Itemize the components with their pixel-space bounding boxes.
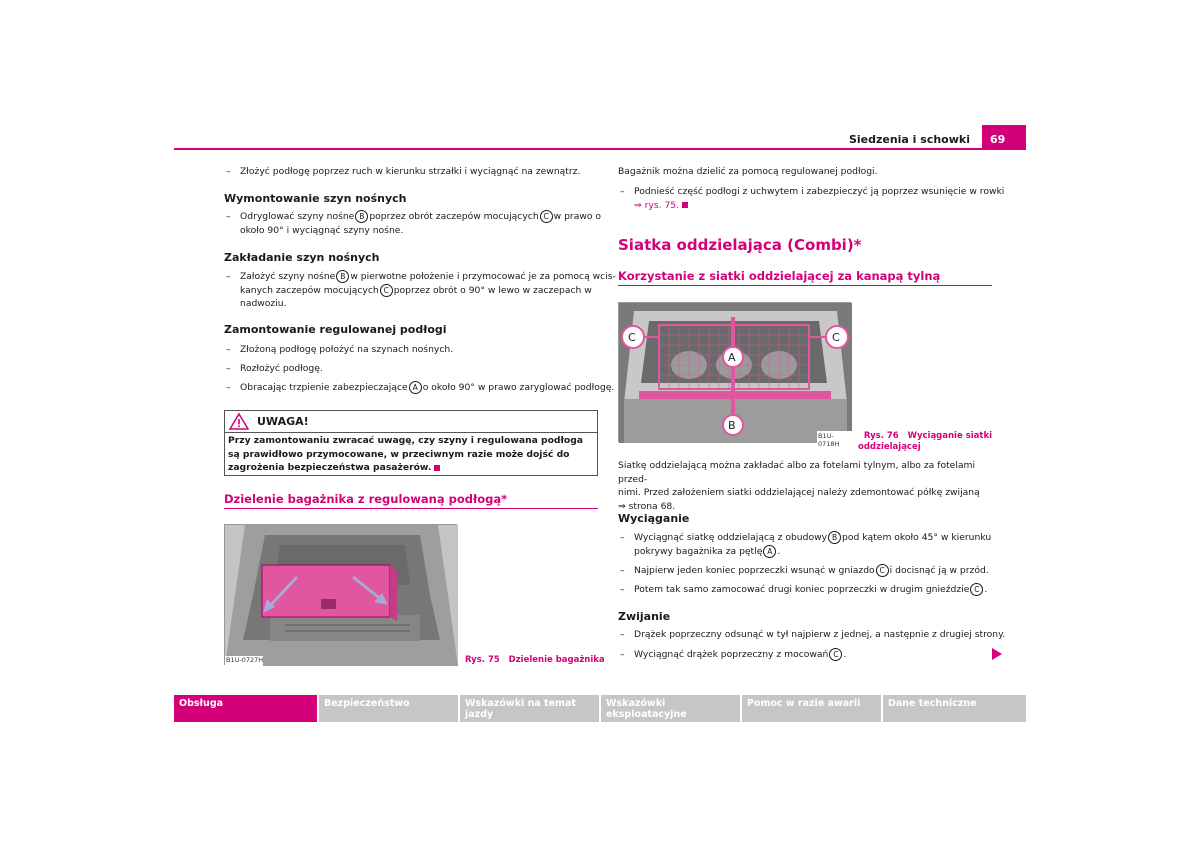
next-page-arrow-icon[interactable]	[992, 648, 1002, 660]
tab-wskazowki-eksploatacyjne[interactable]: Wskazówki eksploatacyjne	[601, 695, 740, 722]
callout-b: B	[355, 210, 368, 223]
warning-title: UWAGA!	[257, 415, 309, 428]
callout-c: C	[380, 284, 393, 297]
list-item: – Najpierw jeden koniec poprzeczki wsunąć w gniazdo C i docisnąć ją w przód.	[620, 565, 989, 576]
figure-caption: Rys. 76 Wyciąganie siatki oddzielającej	[858, 431, 993, 452]
callout-b: B	[828, 531, 841, 544]
section-heading: Wymontowanie szyn nośnych	[224, 192, 407, 205]
tab-bezpieczenstwo[interactable]: Bezpieczeństwo	[319, 695, 458, 722]
paragraph: Siatkę oddzielającą można zakładać albo za fotelami tylnym, albo za fotelami przed- nimi. Przed założeniem siatki oddzielającej należy zdemontować półkę zwijaną ⇒ strona 68.	[618, 460, 980, 512]
callout-c: C	[970, 583, 983, 596]
subheading: Korzystanie z siatki oddzielającej za kanapą tylną	[618, 269, 941, 283]
figure-75	[224, 524, 457, 665]
running-header	[174, 125, 1026, 150]
tab-wskazowki-jazdy[interactable]: Wskazówki na temat jazdy	[460, 695, 599, 722]
warning-triangle-icon	[229, 413, 249, 430]
cross-reference-link[interactable]: ⇒ rys. 75.	[634, 199, 680, 211]
list-item: – Drążek poprzeczny odsunąć w tył najpierw z jednej, a następnie z drugiej strony.	[620, 629, 1006, 640]
header-rule	[174, 148, 1026, 150]
callout-c: C	[876, 564, 889, 577]
section-heading: Zakładanie szyn nośnych	[224, 251, 380, 264]
callout-a: A	[409, 381, 422, 394]
end-marker-icon	[434, 465, 440, 471]
main-heading: Siatka oddzielająca (Combi)*	[618, 236, 862, 254]
list-item: – Wyciągnąć siatkę oddzielającą z obudowy B pod kątem około 45° w kierunku pokrywy bagażnika za pętlę A .	[620, 532, 992, 557]
callout-b: B	[728, 419, 736, 432]
warning-header	[225, 411, 597, 433]
callout-b: B	[336, 270, 349, 283]
tab-obsluga[interactable]: Obsługa	[174, 695, 317, 722]
list-item: – Odryglować szyny nośne B poprzez obrót zaczepów mocujących C w prawo o około 90° i wyciągnąć szyny nośne.	[226, 211, 602, 236]
callout-c-left: C	[628, 331, 636, 344]
section-heading: Zamontowanie regulowanej podłogi	[224, 323, 447, 336]
warning-text: Przy zamontowaniu zwracać uwagę, czy szyny i regulowana podłoga są prawidłowo przymocowane, w przeciwnym razie może dojść do zagrożenia bezpieczeństwa pasażerów.	[228, 435, 583, 473]
paragraph: Bagażnik można dzielić za pomocą regulowanej podłogi.	[618, 166, 878, 177]
section-title: Siedzenia i schowki	[848, 133, 970, 146]
section-heading: Zwijanie	[618, 610, 671, 623]
list-item: – Potem tak samo zamocować drugi koniec poprzeczki w drugim gnieździe C .	[620, 584, 988, 595]
figure-76	[618, 302, 851, 448]
figure-code: B1U-0727H	[226, 656, 264, 664]
list-item: – Wyciągnąć drążek poprzeczny z mocowań C .	[620, 649, 847, 660]
callout-c: C	[829, 648, 842, 661]
list-item: – Założyć szyny nośne B w pierwotne położenie i przymocować je za pomocą wcis- kanych zaczepów mocujących C poprzez obrót o 90° w lewo w zaczepach w nadwoziu.	[226, 271, 616, 309]
warning-text-wrap	[228, 434, 592, 475]
figure-code: B1U-0718H	[818, 432, 840, 448]
end-marker-icon	[682, 202, 688, 208]
callout-c: C	[540, 210, 553, 223]
trunk-illustration	[225, 525, 458, 666]
callout-a: A	[728, 351, 736, 364]
list-item: – Podnieść część podłogi z uchwytem i zabezpieczyć ją poprzez wsunięcie w rowki ⇒ rys. 75.	[620, 186, 1005, 211]
section-heading-pink: Dzielenie bagażnika z regulowaną podłogą*	[224, 492, 508, 506]
callout-a: A	[763, 545, 776, 558]
tab-dane-techniczne[interactable]: Dane techniczne	[883, 695, 1026, 722]
list-item: – Obracając trzpienie zabezpieczające A o około 90° w prawo zaryglować podłogę.	[226, 382, 615, 393]
section-rule	[224, 508, 598, 509]
list-item: – Złożyć podłogę poprzez ruch w kierunku strzałki i wyciągnąć na zewnątrz.	[226, 166, 581, 177]
section-heading: Wyciąganie	[618, 512, 690, 525]
list-item: – Rozłożyć podłogę.	[226, 363, 323, 374]
figure-caption: Rys. 75 Dzielenie bagażnika	[465, 655, 605, 665]
page-number-box	[982, 125, 1026, 150]
tab-pomoc[interactable]: Pomoc w razie awarii	[742, 695, 881, 722]
page-number: 69	[990, 133, 1006, 146]
list-item: – Złożoną podłogę położyć na szynach nośnych.	[226, 344, 454, 355]
cross-reference-link[interactable]: ⇒ strona 68.	[618, 500, 676, 512]
section-rule	[618, 285, 992, 286]
callout-c-right: C	[832, 331, 840, 344]
warning-box	[224, 410, 598, 476]
